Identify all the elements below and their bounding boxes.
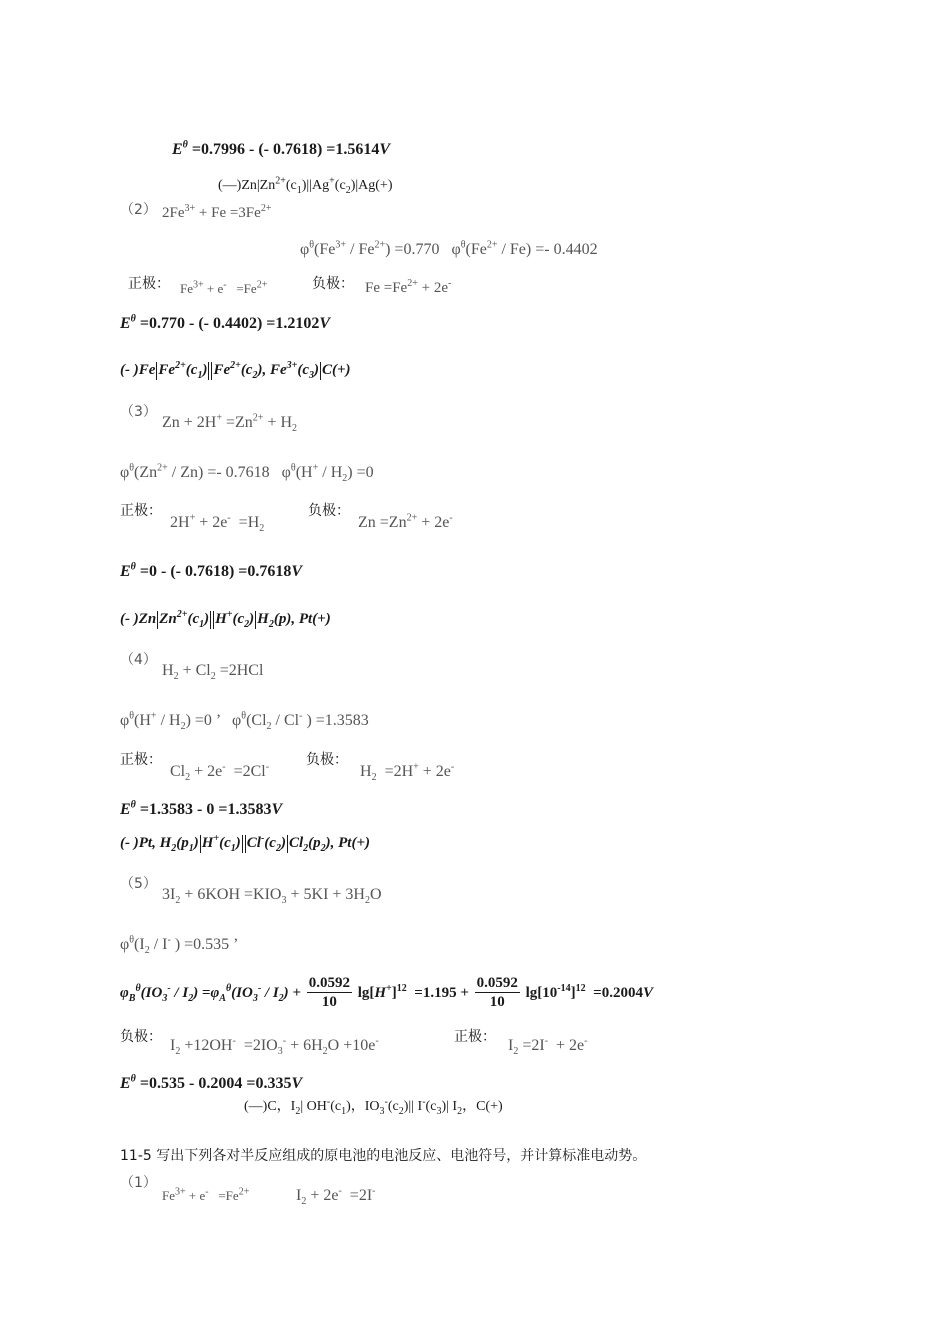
fraction-1: $\frac{0.0592}{10}$ <box>308 975 350 1010</box>
negative-eq-3: $Zn =Zn^{2+} + 2e^-$ <box>358 512 453 531</box>
item-label-2: （2） <box>120 202 157 218</box>
potentials-4: $\varphi^\theta(H^+ / H_2) =0$ ’ $\varphi^\theta(Cl_2 / Cl^-$ ) =1.3583 <box>120 710 369 733</box>
negative-label-2: 负极： <box>312 276 354 292</box>
item-label-3: （3） <box>120 404 157 420</box>
fraction-2: $\frac{0.0592}{10}$ <box>476 975 518 1010</box>
cell-notation-2: (- )Fe $Fe^{2+}(c_1)$ $Fe^{2+}(c_2)$, $Fe^{3+}(c_3)$ C(+) <box>120 360 351 381</box>
negative-label-4: 负极： <box>306 752 348 768</box>
emf-line-1: $E^\theta =0.7996$ - (- 0.7618) =1.5614V <box>172 139 391 158</box>
half-reaction-a: $Fe^{3+} + e^- =Fe^{2+}$ <box>162 1186 250 1203</box>
cell-notation-4: (- )Pt, $H_2(p_1)$ $H^+(c_1)$ $Cl^-(c_2)$ $Cl_2(p_2)$, Pt(+) <box>120 833 371 854</box>
positive-eq-2: $Fe^{3+} + e^- =Fe^{2+}$ <box>180 279 268 296</box>
cell-notation-5: (—)C，$I_2|$ $OH^-(c_1)$，$IO_3^-(c_2)||$ $I^-(c_3)|$ $I_2$，C(+) <box>244 1096 503 1117</box>
negative-label-3: 负极： <box>308 503 350 519</box>
emf-line-2: $E^\theta =0.770$ - (- 0.4402) =1.2102V <box>120 313 331 332</box>
item-label-1: （1） <box>120 1175 157 1191</box>
cell-notation-1: $(—)Zn|Zn^{2+}(c_1)||Ag^+(c_2)|Ag(+)$ <box>218 175 393 196</box>
negative-eq-2: $Fe =Fe^{2+} + 2e^-$ <box>365 278 452 296</box>
item-label-4: （4） <box>120 652 157 668</box>
positive-eq-4: $Cl_2 + 2e^- =2Cl^-$ <box>170 761 270 784</box>
negative-eq-4: $H_2 =2H^+ + 2e^-$ <box>360 761 455 784</box>
reaction-3: $Zn + 2H^+ =Zn^{2+} + H_2$ <box>162 412 298 435</box>
potentials-5: $\varphi^\theta(I_2 / I^-$ ) =0.535 ’ <box>120 934 239 957</box>
emf-line-4: $E^\theta =1.3583 - 0 =1.3583V$ <box>120 799 283 818</box>
positive-eq-3: $2H^+ + 2e^- =H_2$ <box>170 512 265 535</box>
alkaline-potential-eq: $\varphi_B^\theta(IO_3^- / I_2) =\varphi_A^\theta(IO_3^- / I_2)$ + $\frac{0.0592}{10}$ $\lg[H^+]^{12} =1.195$ + $\frac{0.0592}{10}$ $\lg[10^{-14}]^{12} =0.2004V$ <box>120 975 653 1010</box>
reaction-2: $2Fe^{3+} + Fe =3Fe^{2+}$ <box>162 203 272 221</box>
potentials-2: $\varphi^\theta(Fe^{3+} / Fe^{2+}) =0.770$ $\varphi^\theta(Fe^{2+} / Fe) =- 0.4402$ <box>300 239 598 258</box>
positive-label-4: 正极： <box>120 752 162 768</box>
problem-11-5-heading: 11-5 写出下列各对半反应组成的原电池的电池反应、电池符号，并计算标准电动势。 <box>120 1148 647 1164</box>
emf-line-5: $E^\theta =0.535 - 0.2004 =0.335V$ <box>120 1073 303 1092</box>
half-reaction-b: $I_2 + 2e^- =2I^-$ <box>296 1185 376 1208</box>
item-label-5: （5） <box>120 876 157 892</box>
positive-label-3: 正极： <box>120 503 162 519</box>
reaction-5: $3I_2 + 6KOH =KIO_3 + 5KI + 3H_2O$ <box>162 886 382 907</box>
negative-label-5: 负极： <box>120 1029 162 1045</box>
positive-eq-5: $I_2 =2I^- + 2e^-$ <box>508 1035 588 1058</box>
positive-label-5: 正极： <box>454 1029 496 1045</box>
cell-notation-3: (- )Zn $Zn^{2+}(c_1)$ $H^+(c_2)$ $H_2(p)$, Pt(+) <box>120 609 331 630</box>
emf-line-3: $E^\theta =0$ - (- 0.7618) =0.7618V <box>120 561 303 580</box>
reaction-4: $H_2 + Cl_2 =2HCl$ <box>162 662 264 683</box>
positive-label-2: 正极： <box>128 276 170 292</box>
potentials-3: $\varphi^\theta(Zn^{2+} / Zn) =- 0.7618$ $\varphi^\theta(H^+ / H_2) =0$ <box>120 462 374 485</box>
negative-eq-5: $I_2 +12OH^- =2IO_3^- + 6H_2O +10e^-$ <box>170 1035 379 1058</box>
